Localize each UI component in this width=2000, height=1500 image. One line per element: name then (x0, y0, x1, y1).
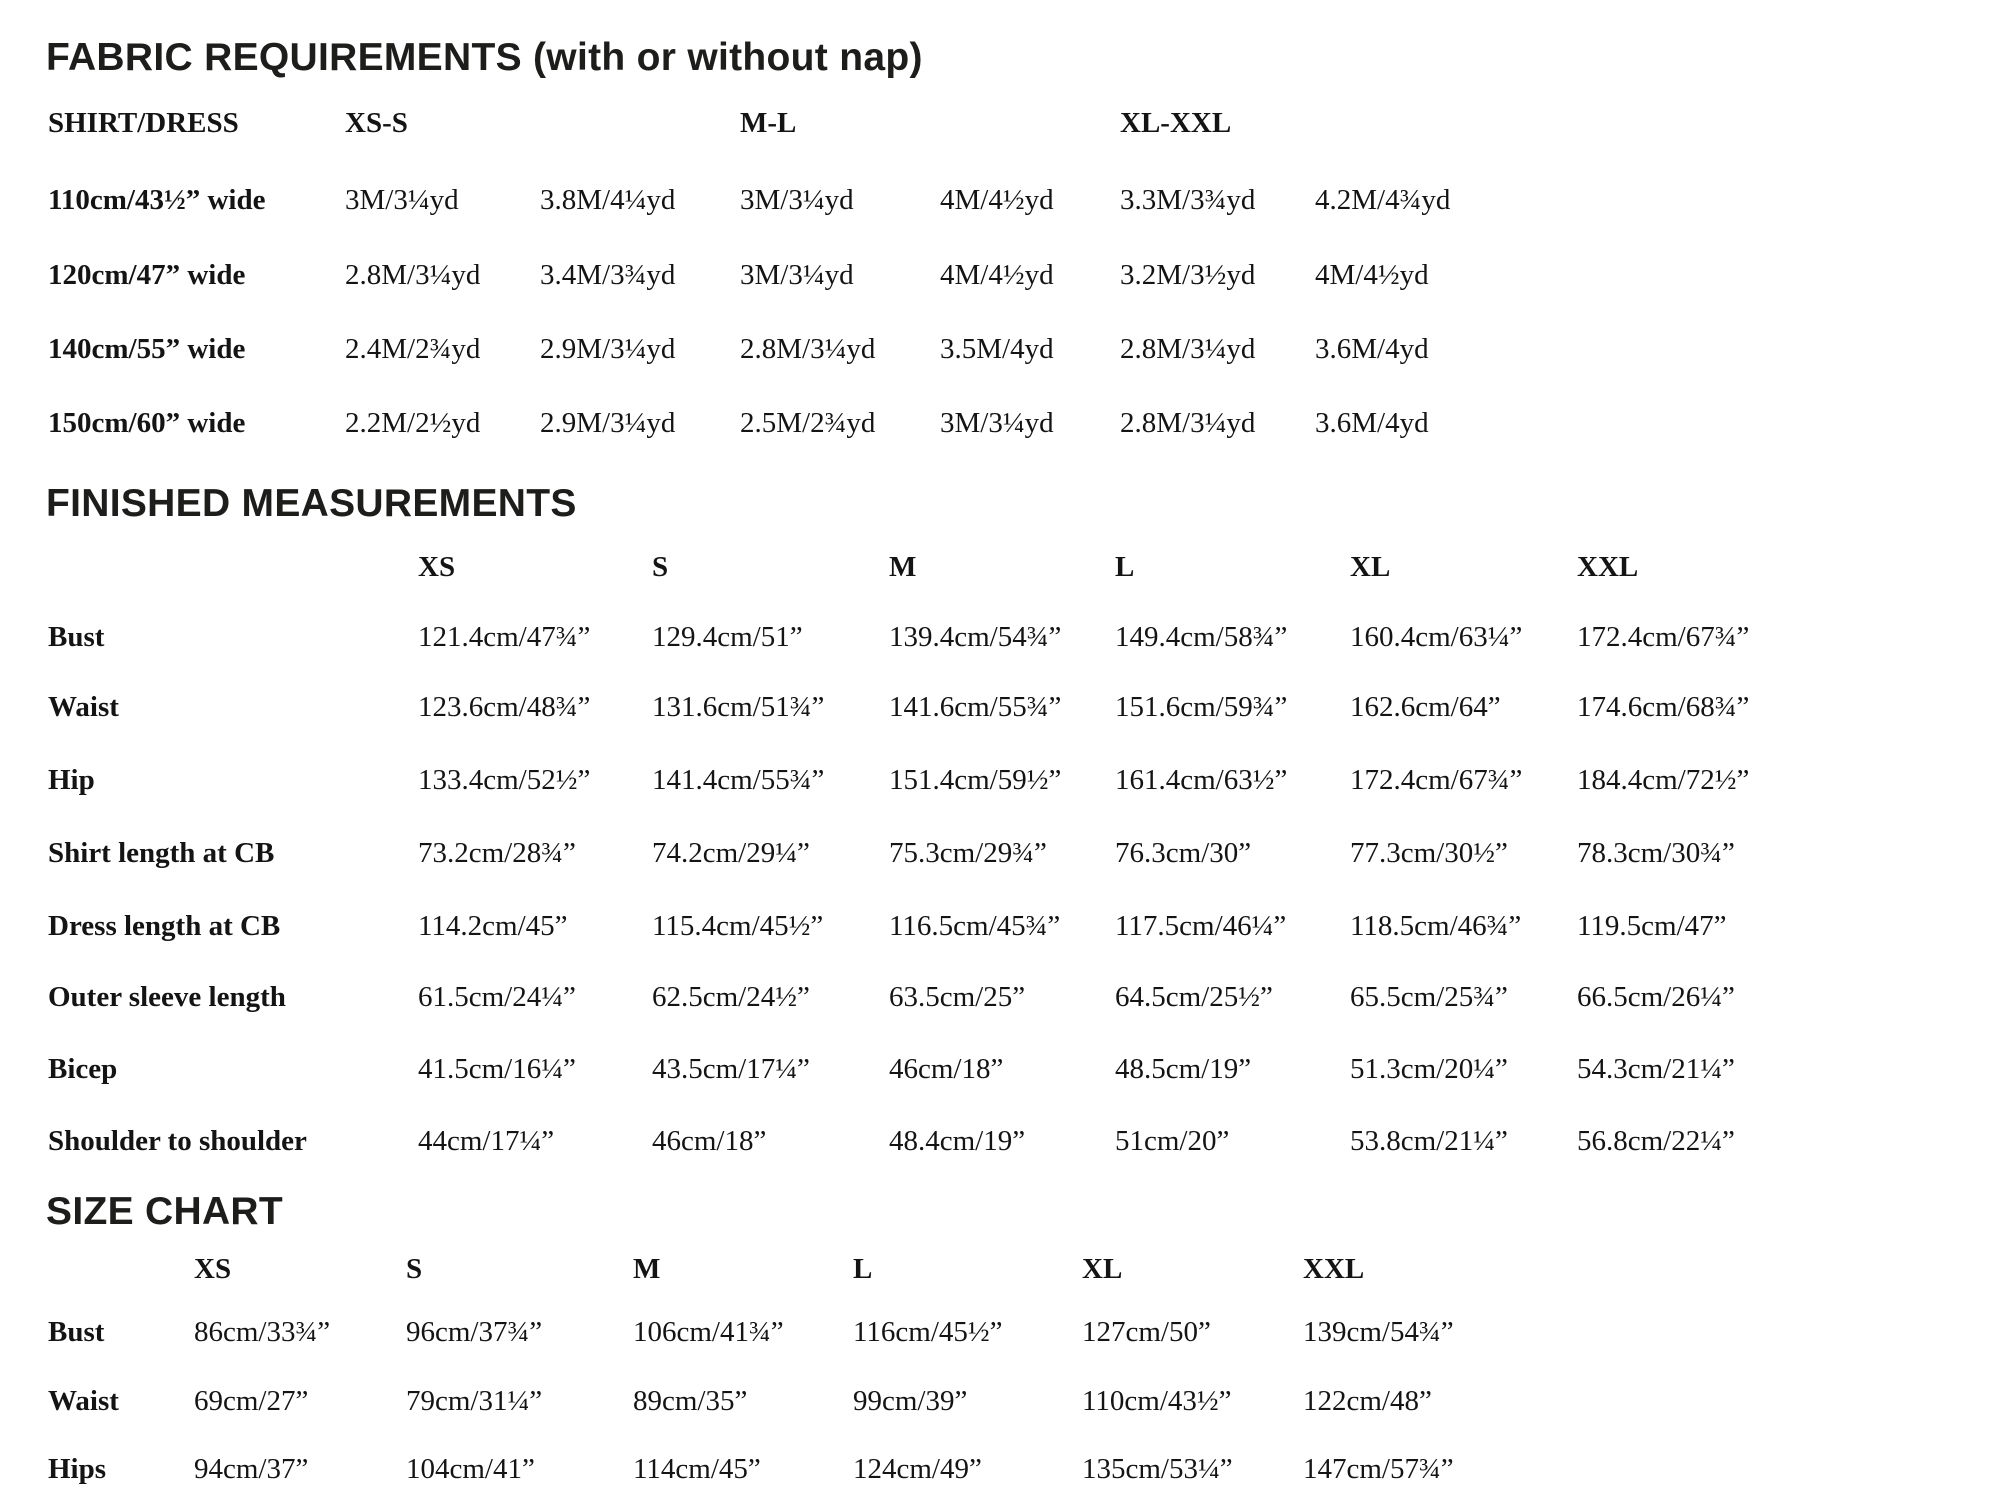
cell-value: 151.4cm/59½” (889, 764, 1062, 796)
cell-value: 2.8M/3¼yd (740, 333, 876, 365)
table-row (48, 763, 2000, 798)
cell-value: 3.2M/3½yd (1120, 259, 1256, 291)
cell-value: 99cm/39” (853, 1385, 968, 1417)
cell-value: 110cm/43½” (1082, 1385, 1232, 1417)
cell-value: 46cm/18” (889, 1053, 1004, 1085)
size-group-header-xl-xxl: XL-XXL (1120, 107, 1232, 139)
cell-value: 3M/3¼yd (345, 184, 459, 216)
cell-value: 117.5cm/46¼” (1115, 910, 1287, 942)
cell-value: 135cm/53¼” (1082, 1453, 1233, 1485)
cell-value: 94cm/37” (194, 1453, 309, 1485)
cell-value: 106cm/41¾” (633, 1316, 784, 1348)
cell-value: 123.6cm/48¾” (418, 691, 591, 723)
cell-value: 127cm/50” (1082, 1316, 1211, 1348)
cell-value: 114cm/45” (633, 1453, 761, 1485)
cell-value: 149.4cm/58¾” (1115, 621, 1288, 653)
cell-value: 89cm/35” (633, 1385, 748, 1417)
cell-value: 114.2cm/45” (418, 910, 568, 942)
table-row (48, 836, 2000, 871)
row-label: Dress length at CB (48, 910, 281, 942)
cell-value: 63.5cm/25” (889, 981, 1026, 1013)
cell-value: 141.6cm/55¾” (889, 691, 1062, 723)
table-row (48, 1124, 2000, 1159)
cell-value: 118.5cm/46¾” (1350, 910, 1522, 942)
size-column-header: L (853, 1253, 873, 1285)
cell-value: 51.3cm/20¼” (1350, 1053, 1508, 1085)
cell-value: 184.4cm/72½” (1577, 764, 1750, 796)
row-label: Bust (48, 621, 105, 653)
size-column-header: XS (418, 551, 456, 583)
table-row (48, 620, 2000, 655)
cell-value: 2.4M/2¾yd (345, 333, 481, 365)
cell-value: 73.2cm/28¾” (418, 837, 576, 869)
table-row (48, 909, 2000, 944)
cell-value: 44cm/17¼” (418, 1125, 555, 1157)
cell-value: 122cm/48” (1303, 1385, 1432, 1417)
fabric-header-row (48, 106, 2000, 141)
cell-value: 116cm/45½” (853, 1316, 1003, 1348)
cell-value: 161.4cm/63½” (1115, 764, 1288, 796)
cell-value: 2.5M/2¾yd (740, 407, 876, 439)
cell-value: 96cm/37¾” (406, 1316, 543, 1348)
cell-value: 46cm/18” (652, 1125, 767, 1157)
row-label: 140cm/55” wide (48, 333, 246, 365)
cell-value: 141.4cm/55¾” (652, 764, 825, 796)
cell-value: 147cm/57¾” (1303, 1453, 1454, 1485)
cell-value: 160.4cm/63¼” (1350, 621, 1523, 653)
cell-value: 86cm/33¾” (194, 1316, 331, 1348)
cell-value: 4M/4½yd (940, 259, 1054, 291)
cell-value: 61.5cm/24¼” (418, 981, 576, 1013)
table-row (48, 1315, 2000, 1350)
cell-value: 162.6cm/64” (1350, 691, 1501, 723)
row-label: Waist (48, 691, 119, 723)
cell-value: 3.4M/3¾yd (540, 259, 676, 291)
table-row (48, 980, 2000, 1015)
cell-value: 75.3cm/29¾” (889, 837, 1047, 869)
cell-value: 54.3cm/21¼” (1577, 1053, 1735, 1085)
cell-value: 65.5cm/25¾” (1350, 981, 1508, 1013)
size-column-header: XXL (1303, 1253, 1365, 1285)
cell-value: 3M/3¼yd (740, 259, 854, 291)
table-row (48, 1452, 2000, 1487)
cell-value: 2.9M/3¼yd (540, 407, 676, 439)
row-label: Shoulder to shoulder (48, 1125, 307, 1157)
cell-value: 48.5cm/19” (1115, 1053, 1252, 1085)
cell-value: 51cm/20” (1115, 1125, 1230, 1157)
row-label: Shirt length at CB (48, 837, 275, 869)
cell-value: 3.6M/4yd (1315, 407, 1429, 439)
cell-value: 119.5cm/47” (1577, 910, 1727, 942)
cell-value: 121.4cm/47¾” (418, 621, 591, 653)
cell-value: 66.5cm/26¼” (1577, 981, 1735, 1013)
row-label: 120cm/47” wide (48, 259, 246, 291)
cell-value: 79cm/31¼” (406, 1385, 543, 1417)
section-title-finished-measurements: FINISHED MEASUREMENTS (46, 482, 577, 525)
cell-value: 3.3M/3¾yd (1120, 184, 1256, 216)
size-group-header-m-l: M-L (740, 107, 797, 139)
table-row (48, 406, 2000, 441)
size-column-header: S (652, 551, 669, 583)
cell-value: 139cm/54¾” (1303, 1316, 1454, 1348)
cell-value: 3.6M/4yd (1315, 333, 1429, 365)
table-row (48, 1384, 2000, 1419)
cell-value: 151.6cm/59¾” (1115, 691, 1288, 723)
cell-value: 104cm/41” (406, 1453, 535, 1485)
cell-value: 2.8M/3¼yd (1120, 407, 1256, 439)
cell-value: 172.4cm/67¾” (1350, 764, 1523, 796)
row-label: Hips (48, 1453, 107, 1485)
cell-value: 3.5M/4yd (940, 333, 1054, 365)
cell-value: 3.8M/4¼yd (540, 184, 676, 216)
cell-value: 115.4cm/45½” (652, 910, 824, 942)
size-column-header: XS (194, 1253, 232, 1285)
size-column-header: S (406, 1253, 423, 1285)
cell-value: 2.9M/3¼yd (540, 333, 676, 365)
size-column-header: XL (1350, 551, 1391, 583)
row-label: Bicep (48, 1053, 118, 1085)
cell-value: 116.5cm/45¾” (889, 910, 1061, 942)
cell-value: 41.5cm/16¼” (418, 1053, 576, 1085)
size-column-header: L (1115, 551, 1135, 583)
row-label: Hip (48, 764, 95, 796)
cell-value: 2.2M/2½yd (345, 407, 481, 439)
cell-value: 77.3cm/30½” (1350, 837, 1508, 869)
cell-value: 74.2cm/29¼” (652, 837, 810, 869)
row-label: Bust (48, 1316, 105, 1348)
cell-value: 4.2M/4¾yd (1315, 184, 1451, 216)
row-label: Waist (48, 1385, 119, 1417)
cell-value: 131.6cm/51¾” (652, 691, 825, 723)
cell-value: 172.4cm/67¾” (1577, 621, 1750, 653)
cell-value: 53.8cm/21¼” (1350, 1125, 1508, 1157)
table-row (48, 183, 2000, 218)
cell-value: 129.4cm/51” (652, 621, 803, 653)
cell-value: 4M/4½yd (940, 184, 1054, 216)
cell-value: 48.4cm/19” (889, 1125, 1026, 1157)
table-row (48, 258, 2000, 293)
fabric-row-header: SHIRT/DRESS (48, 107, 239, 139)
cell-value: 139.4cm/54¾” (889, 621, 1062, 653)
table-row (48, 690, 2000, 725)
size-column-header: M (633, 1253, 661, 1285)
cell-value: 2.8M/3¼yd (345, 259, 481, 291)
row-label: 150cm/60” wide (48, 407, 246, 439)
cell-value: 64.5cm/25½” (1115, 981, 1273, 1013)
row-label: Outer sleeve length (48, 981, 286, 1013)
size-column-header: M (889, 551, 917, 583)
cell-value: 76.3cm/30” (1115, 837, 1252, 869)
cell-value: 3M/3¼yd (940, 407, 1054, 439)
size-column-header: XXL (1577, 551, 1639, 583)
row-label: 110cm/43½” wide (48, 184, 266, 216)
table-row (48, 1052, 2000, 1087)
cell-value: 69cm/27” (194, 1385, 309, 1417)
size-group-header-xs-s: XS-S (345, 107, 408, 139)
section-title-size-chart: SIZE CHART (46, 1190, 283, 1233)
cell-value: 124cm/49” (853, 1453, 982, 1485)
section-title-fabric-requirements: FABRIC REQUIREMENTS (with or without nap) (46, 36, 923, 79)
cell-value: 43.5cm/17¼” (652, 1053, 810, 1085)
table-row (48, 332, 2000, 367)
cell-value: 133.4cm/52½” (418, 764, 591, 796)
cell-value: 62.5cm/24½” (652, 981, 810, 1013)
cell-value: 78.3cm/30¾” (1577, 837, 1735, 869)
size-chart-sizes-header-row (48, 1252, 2000, 1287)
cell-value: 4M/4½yd (1315, 259, 1429, 291)
finished-sizes-header-row (48, 550, 2000, 585)
size-column-header: XL (1082, 1253, 1123, 1285)
cell-value: 174.6cm/68¾” (1577, 691, 1750, 723)
cell-value: 3M/3¼yd (740, 184, 854, 216)
cell-value: 56.8cm/22¼” (1577, 1125, 1735, 1157)
cell-value: 2.8M/3¼yd (1120, 333, 1256, 365)
